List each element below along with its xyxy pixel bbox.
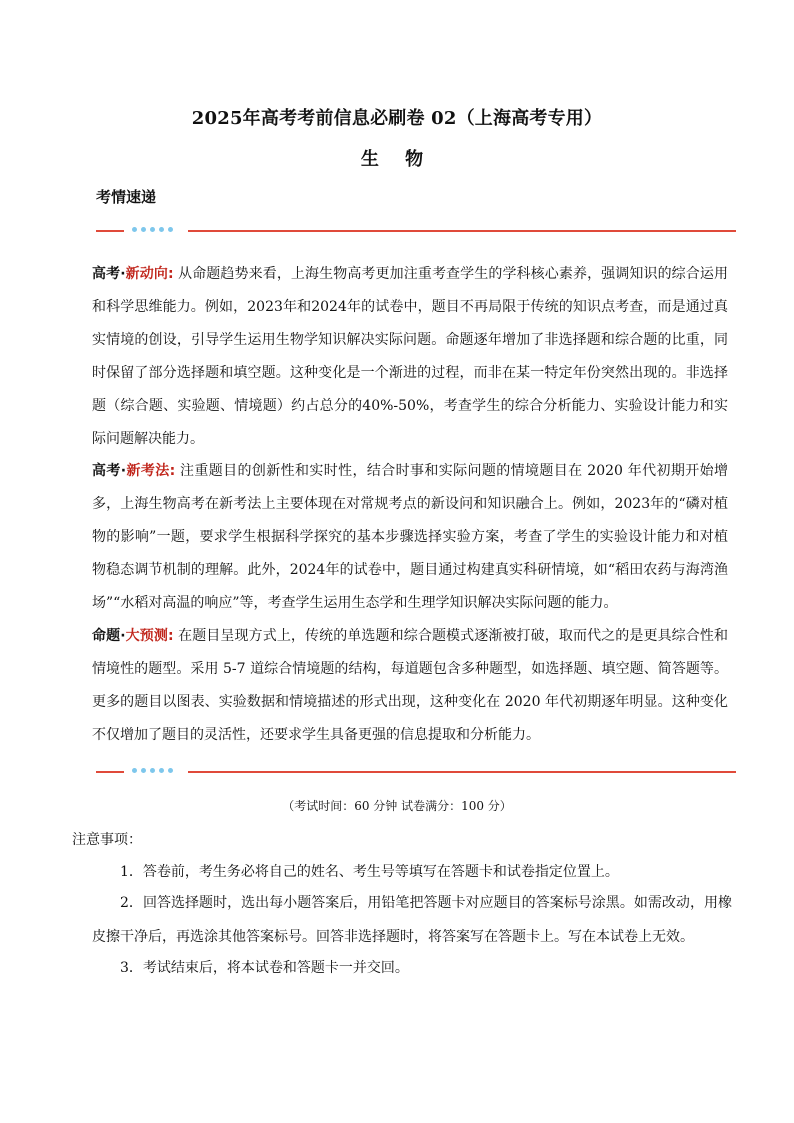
divider-dot (159, 227, 164, 232)
section-heading: 考情速递 (96, 188, 157, 206)
paragraph-label-prefix: 高考· (92, 463, 127, 479)
divider-dot (168, 227, 173, 232)
paragraph-label-main: 大预测: (125, 628, 174, 644)
divider-dot (141, 768, 146, 773)
divider-dot (159, 768, 164, 773)
notice-item: 1．答卷前，考生务必将自己的姓名、考生号等填写在答题卡和试卷指定位置上。 (120, 864, 619, 880)
divider-short-line (96, 230, 124, 232)
divider-dot (150, 227, 155, 232)
paragraph-label-prefix: 命题· (92, 628, 126, 644)
paragraph-prediction (92, 620, 728, 752)
divider-dot (132, 768, 137, 773)
paragraph-text: 从命题趋势来看，上海生物高考更加注重考查学生的学科核心素养，强调知识的综合运用和科学思维能力。例如，2023年和2024年的试卷中，题目不再局限于传统的知识点考查，而是通过真实情境的创设，引导学生运用生物学知识解决实际问题。命题逐年增加了非选择题和综合题的比重，同时保留了部分选择题和填空题。这种变化是一个渐进的过程，而非在某一特定年份突然出现的。非选择题（综合题、实验题、情境题）约占总分的40%-50%，考查学生的综合分析能力、实验设计能力和实际问题解决能力。 (92, 266, 728, 447)
divider-dot (168, 768, 173, 773)
notice-item: 2．回答选择题时，选出每小题答案后，用铅笔把答题卡对应题目的答案标号涂黑。如需改动，用橡皮擦干净后，再选涂其他答案标号。回答非选择题时，将答案写在答题卡上。写在本试卷上无效。 (92, 895, 732, 945)
divider-bottom (96, 767, 736, 777)
divider-dot (150, 768, 155, 773)
paragraph-new-trend (92, 258, 728, 456)
divider-short-line (96, 771, 124, 773)
divider-top (96, 226, 736, 236)
notice-item: 3．考试结束后，将本试卷和答题卡一并交回。 (120, 960, 409, 976)
divider-long-line (188, 771, 736, 773)
subject-title: 生 物 (360, 149, 434, 170)
paragraph-new-method (92, 455, 728, 620)
divider-long-line (188, 230, 736, 232)
paragraph-text: 在题目呈现方式上，传统的单选题和综合题模式逐渐被打破，取而代之的是更具综合性和情境性的题型。采用 5-7 道综合情境题的结构，每道题包含多种题型，如选择题、填空题、简答题等。更多的题目以图表、实验数据和情境描述的形式出现，这种变化在 2020 年代初期逐年明显。这种变化不仅增加了题目的灵活性，还要求学生具备更强的信息提取和分析能力。 (92, 628, 728, 743)
paragraph-label-main: 新考法: (126, 463, 176, 479)
divider-dot (141, 227, 146, 232)
exam-meta: （考试时间：60 分钟 试卷满分：100 分） (282, 799, 512, 813)
paragraph-label-prefix: 高考· (92, 266, 126, 282)
paragraph-label-main: 新动向: (125, 266, 174, 282)
paragraph-text: 注重题目的创新性和实时性，结合时事和实际问题的情境题目在 2020 年代初期开始增多，上海生物高考在新考法上主要体现在对常规考点的新设问和知识融合上。例如，2023年的“磷对植物的影响”一题，要求学生根据科学探究的基本步骤选择实验方案，考查了学生的实验设计能力和对植物稳态调节机制的理解。此外，2024年的试卷中，题目通过构建真实科研情境，如“稻田农药与海湾渔场”“水稻对高温的响应”等，考查学生运用生态学和生理学知识解决实际问题的能力。 (92, 463, 728, 611)
divider-dots (132, 768, 173, 773)
notice-heading: 注意事项： (72, 832, 142, 848)
exam-title: 2025年高考考前信息必刷卷 02（上海高考专用） (191, 108, 603, 129)
divider-dots (132, 227, 173, 232)
divider-dot (132, 227, 137, 232)
